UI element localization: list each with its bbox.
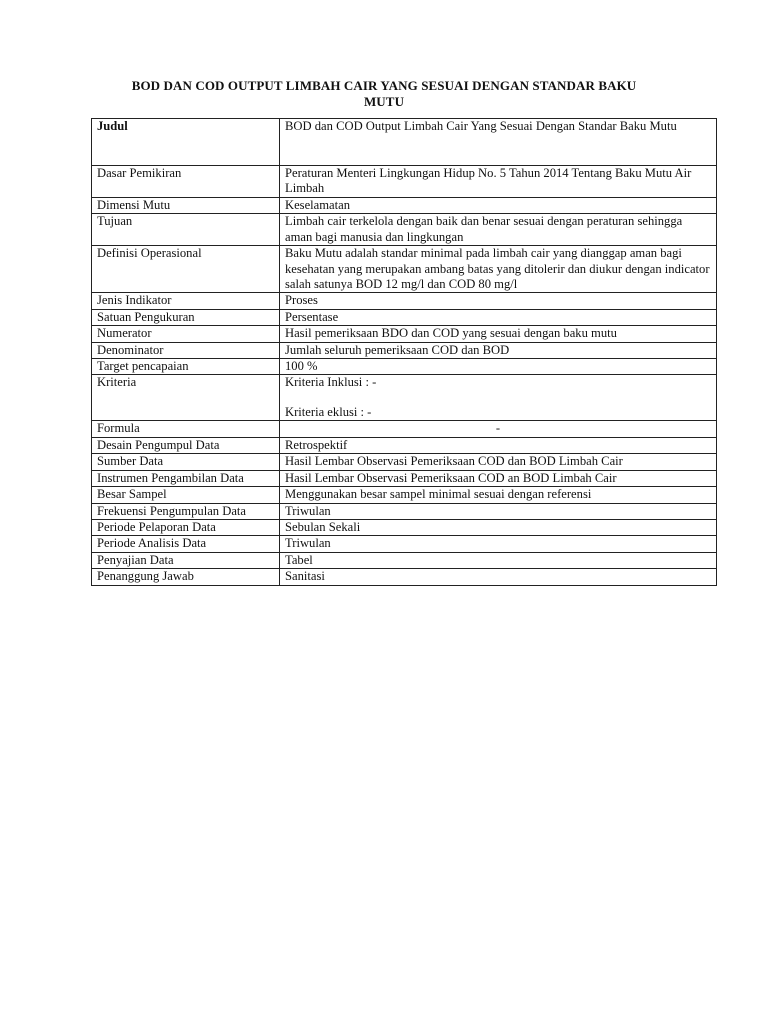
table-row-besar-sampel <box>92 487 717 503</box>
table-row-desain-pengumpul-data <box>92 437 717 453</box>
row-key: Frekuensi Pengumpulan Data <box>92 503 280 519</box>
row-value: Proses <box>280 293 717 309</box>
table-row-frekuensi-pengumpulan-data <box>92 503 717 519</box>
row-value: 100 % <box>280 359 717 375</box>
row-value: Limbah cair terkelola dengan baik dan benar sesuai dengan peraturan sehingga aman bagi manusia dan lingkungan <box>280 214 717 246</box>
row-key: Penanggung Jawab <box>92 569 280 585</box>
kriteria-inklusi: Kriteria Inklusi : - <box>285 375 377 390</box>
row-value: Menggunakan besar sampel minimal sesuai dengan referensi <box>280 487 717 503</box>
table-row-penyajian-data <box>92 552 717 568</box>
table-row-periode-pelaporan-data <box>92 519 717 535</box>
kriteria-eklusi: Kriteria eklusi : - <box>285 404 372 419</box>
table-row-target-pencapaian <box>92 359 717 375</box>
row-value: Persentase <box>280 309 717 325</box>
title-line-2: MUTU <box>363 94 405 109</box>
table-row-satuan-pengukuran <box>92 309 717 325</box>
row-key: Satuan Pengukuran <box>92 309 280 325</box>
row-value: Hasil pemeriksaan BDO dan COD yang sesuai dengan baku mutu <box>280 326 717 342</box>
row-key: Instrumen Pengambilan Data <box>92 470 280 486</box>
row-key: Penyajian Data <box>92 552 280 568</box>
row-value: Hasil Lembar Observasi Pemeriksaan COD an BOD Limbah Cair <box>280 470 717 486</box>
document-title <box>88 78 680 110</box>
row-key: Denominator <box>92 342 280 358</box>
table-row-numerator <box>92 326 717 342</box>
row-value <box>280 375 717 421</box>
table-row-denominator <box>92 342 717 358</box>
row-value: Keselamatan <box>280 198 717 214</box>
row-value: Sebulan Sekali <box>280 519 717 535</box>
row-value: Retrospektif <box>280 437 717 453</box>
row-key: Desain Pengumpul Data <box>92 437 280 453</box>
row-value: Baku Mutu adalah standar minimal pada limbah cair yang dianggap aman bagi kesehatan yang merupakan ambang batas yang ditolerir dan diukur dengan indicator salah satunya BOD 12 mg/l dan COD 80 mg/l <box>280 246 717 293</box>
row-value: Sanitasi <box>280 569 717 585</box>
row-value: Hasil Lembar Observasi Pemeriksaan COD dan BOD Limbah Cair <box>280 454 717 470</box>
row-key: Kriteria <box>92 375 280 421</box>
table-row-periode-analisis-data <box>92 536 717 552</box>
table-row-penanggung-jawab <box>92 569 717 585</box>
row-key: Periode Analisis Data <box>92 536 280 552</box>
table-row-kriteria <box>92 375 717 421</box>
table-row-instrumen-pengambilan-data <box>92 470 717 486</box>
row-value: Triwulan <box>280 536 717 552</box>
row-value: Peraturan Menteri Lingkungan Hidup No. 5 Tahun 2014 Tentang Baku Mutu Air Limbah <box>280 166 717 198</box>
row-key: Tujuan <box>92 214 280 246</box>
row-value: Triwulan <box>280 503 717 519</box>
row-key: Dimensi Mutu <box>92 198 280 214</box>
table-row-judul <box>92 119 717 166</box>
title-line-1: BOD DAN COD OUTPUT LIMBAH CAIR YANG SESUAI DENGAN STANDAR BAKU <box>131 78 637 93</box>
row-key: Definisi Operasional <box>92 246 280 293</box>
table-row-tujuan <box>92 214 717 246</box>
row-value: Jumlah seluruh pemeriksaan COD dan BOD <box>280 342 717 358</box>
row-key: Target pencapaian <box>92 359 280 375</box>
row-key: Numerator <box>92 326 280 342</box>
table-row-dasar-pemikiran <box>92 166 717 198</box>
row-key: Sumber Data <box>92 454 280 470</box>
row-key: Judul <box>92 119 280 166</box>
indicator-profile-table <box>91 118 717 586</box>
row-key: Formula <box>92 421 280 437</box>
row-value: Tabel <box>280 552 717 568</box>
table-row-formula <box>92 421 717 437</box>
row-key: Jenis Indikator <box>92 293 280 309</box>
table-row-dimensi-mutu <box>92 198 717 214</box>
row-key: Besar Sampel <box>92 487 280 503</box>
table-row-sumber-data <box>92 454 717 470</box>
row-key: Periode Pelaporan Data <box>92 519 280 535</box>
row-value: BOD dan COD Output Limbah Cair Yang Sesuai Dengan Standar Baku Mutu <box>280 119 717 166</box>
table-row-jenis-indikator <box>92 293 717 309</box>
table-row-definisi-operasional <box>92 246 717 293</box>
row-value: - <box>280 421 717 437</box>
row-key: Dasar Pemikiran <box>92 166 280 198</box>
